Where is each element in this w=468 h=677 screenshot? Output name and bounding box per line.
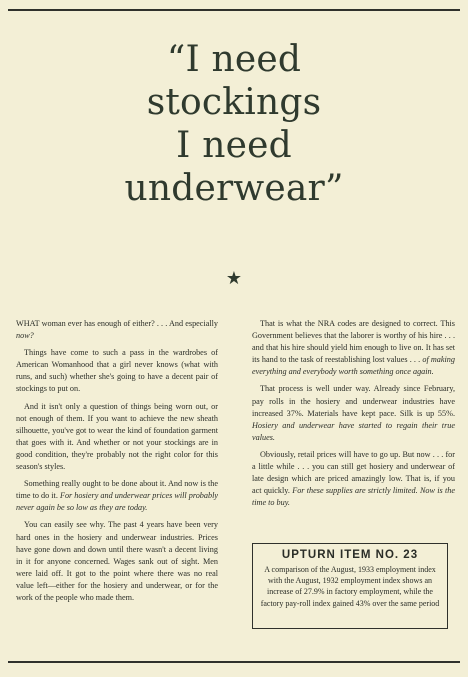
right-paragraph-3: Obviously, retail prices will have to go up. But now . . . for a little while . . . you can still get hosiery and underwear of late design which are priced amazingly low. That is, if you act quickly. For these supplies are strictly limited. Now is the time to buy.: [252, 449, 455, 508]
left-column: [16, 318, 218, 609]
upturn-item-box: [252, 543, 448, 629]
left-paragraph-5: You can easily see why. The past 4 years have been very hard ones in the hosiery and underwear industries. Prices have gone down and down until there wasn't a decent living in it for anyone concerned. Wages sank out of sight. Men were laid off. It got to the point where there was no real value left—either for the hosiery and underwear, or for the work of the people who made them.: [16, 520, 218, 602]
left-paragraph-1: WHAT woman ever has enough of either? . . . And especially now?: [16, 319, 218, 341]
upturn-item-body: A comparison of the August, 1933 employment index with the August, 1932 employment index shows an increase of 27.9% in factory employment, while the factory pay-roll index gained 43% over the same period: [260, 565, 440, 608]
left-paragraph-3: And it isn't only a question of things being worn out, or not enough of them. If you want to achieve the new sheath silhouette, you've got to wear the kind of foundation garment that goes with it. And whether or not your stockings are in good condition, they're probably not the right color for this season's styles.: [16, 401, 218, 472]
left-paragraph-4: Something really ought to be done about it. And now is the time to do it. For hosiery and underwear prices will probably never again be so low as they are today.: [16, 479, 218, 513]
headline: [0, 38, 468, 210]
right-column: [252, 318, 455, 514]
star-icon: ★: [225, 268, 243, 288]
bottom-rule: [8, 661, 460, 663]
left-paragraph-2: Things have come to such a pass in the wardrobes of American Womanhood that a girl never knows (what with runs, and such) whether she's going to have a decent pair of stockings to put on.: [16, 348, 218, 394]
headline-line-3: I need: [176, 125, 292, 166]
headline-line-2: stockings: [146, 82, 322, 123]
top-rule: [8, 9, 460, 11]
upturn-item-title: UPTURN ITEM NO. 23: [281, 549, 419, 561]
right-paragraph-2: That process is well under way. Already since February, pay rolls in the hosiery and underwear industries have increased 37%. Materials have kept pace. Silk is up 55%. Hosiery and underwear have started to regain their true values.: [252, 384, 455, 442]
headline-line-4: underwear”: [124, 168, 344, 209]
headline-line-1: “I need: [166, 39, 302, 80]
right-paragraph-1: That is what the NRA codes are designed to correct. This Government believes that the laborer is worthy of his hire . . . and that his hire should yield him enough to live on. It has set its hand to the task of reestablishing lost values . . . of making everything and everybody worth something once again.: [252, 319, 455, 377]
